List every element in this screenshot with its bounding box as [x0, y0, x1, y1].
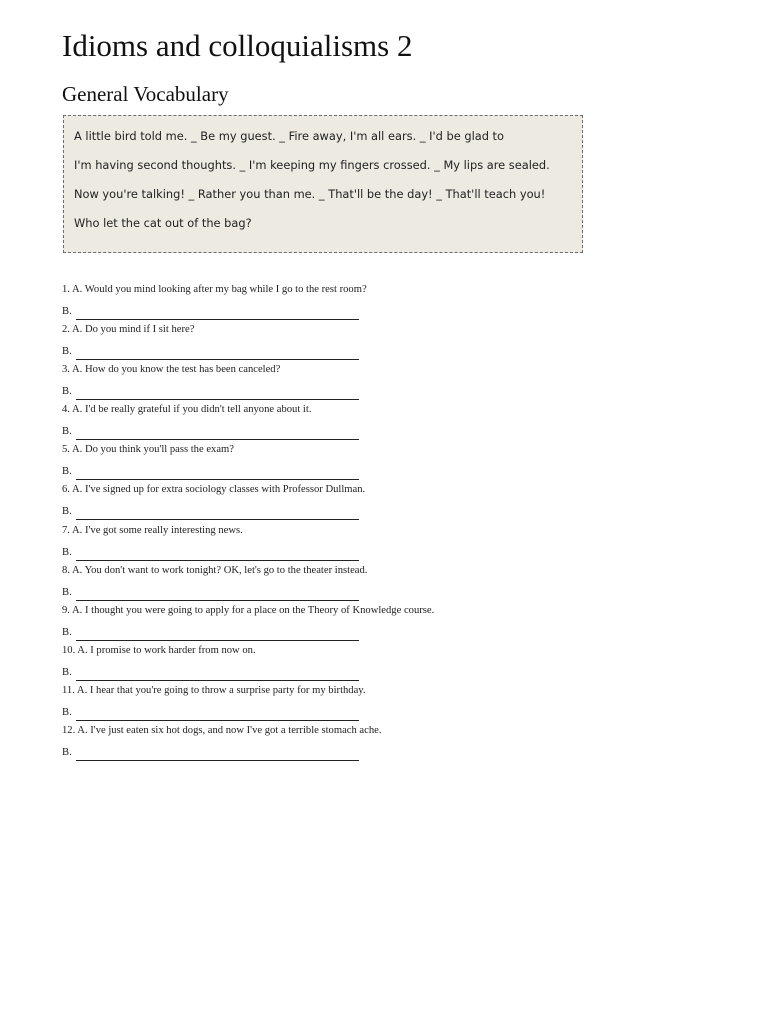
answer-row: [62, 742, 582, 761]
question-prompt: 6. A. I've signed up for extra sociology classes with Professor Dullman.: [62, 484, 366, 496]
question-item: [62, 723, 582, 763]
question-item: [62, 282, 582, 322]
answer-row: [62, 341, 582, 360]
question-prompt: 7. A. I've got some really interesting news.: [62, 524, 243, 536]
question-item: [62, 603, 582, 643]
answer-label: B.: [62, 747, 72, 759]
question-item: [62, 683, 582, 723]
answer-label: B.: [62, 626, 72, 638]
answer-blank[interactable]: [76, 308, 359, 320]
answer-row: [62, 421, 582, 440]
answer-label: B.: [62, 506, 72, 518]
answer-blank[interactable]: [76, 589, 359, 601]
answer-row: [62, 501, 582, 520]
answer-label: B.: [62, 586, 72, 598]
question-item: [62, 643, 582, 683]
answer-label: B.: [62, 666, 72, 678]
question-item: [62, 322, 582, 362]
answer-label: B.: [62, 306, 72, 317]
answer-row: [62, 381, 582, 400]
answer-blank[interactable]: [76, 348, 359, 360]
question-prompt: 1. A. Would you mind looking after my bag while I go to the rest room?: [62, 284, 367, 295]
answer-blank[interactable]: [76, 428, 359, 440]
question-prompt: 8. A. You don't want to work tonight? OK, let's go to the theater instead.: [62, 564, 368, 576]
answer-blank[interactable]: [76, 629, 359, 641]
question-item: [62, 362, 582, 402]
question-item: [62, 442, 582, 482]
question-prompt: 4. A. I'd be really grateful if you didn't tell anyone about it.: [62, 404, 312, 416]
answer-row: [62, 461, 582, 480]
question-item: [62, 402, 582, 442]
answer-blank[interactable]: [76, 468, 359, 480]
question-list: [62, 282, 582, 763]
answer-row: [62, 662, 582, 681]
vocabulary-line: Who let the cat out of the bag?: [74, 216, 252, 230]
answer-label: B.: [62, 546, 72, 558]
answer-blank[interactable]: [76, 709, 359, 721]
question-prompt: 3. A. How do you know the test has been canceled?: [62, 364, 281, 376]
question-item: [62, 523, 582, 563]
answer-label: B.: [62, 466, 72, 478]
question-prompt: 11. A. I hear that you're going to throw a surprise party for my birthday.: [62, 684, 366, 696]
section-subtitle: General Vocabulary: [62, 82, 229, 106]
answer-blank[interactable]: [76, 749, 359, 761]
question-prompt: 9. A. I thought you were going to apply for a place on the Theory of Knowledge course.: [62, 604, 435, 616]
page-title: Idioms and colloquialisms 2: [62, 28, 413, 63]
answer-blank[interactable]: [76, 388, 359, 400]
vocabulary-box: [63, 115, 583, 253]
answer-row: [62, 582, 582, 601]
answer-label: B.: [62, 346, 72, 358]
vocabulary-line: A little bird told me. _ Be my guest. _ Fire away, I'm all ears. _ I'd be glad to: [74, 129, 504, 143]
question-item: [62, 482, 582, 522]
answer-blank[interactable]: [76, 549, 359, 561]
question-prompt: 5. A. Do you think you'll pass the exam?: [62, 444, 234, 456]
answer-row: [62, 702, 582, 721]
question-prompt: 2. A. Do you mind if I sit here?: [62, 324, 195, 336]
vocabulary-line: I'm having second thoughts. _ I'm keeping my fingers crossed. _ My lips are sealed.: [74, 158, 550, 172]
answer-row: [62, 542, 582, 561]
answer-blank[interactable]: [76, 669, 359, 681]
vocabulary-line: Now you're talking! _ Rather you than me. _ That'll be the day! _ That'll teach you!: [74, 187, 546, 201]
answer-row: [62, 622, 582, 641]
question-prompt: 12. A. I've just eaten six hot dogs, and now I've got a terrible stomach ache.: [62, 725, 382, 737]
answer-label: B.: [62, 386, 72, 398]
answer-label: B.: [62, 426, 72, 438]
answer-label: B.: [62, 706, 72, 718]
answer-blank[interactable]: [76, 508, 359, 520]
question-item: [62, 563, 582, 603]
answer-row: [62, 301, 582, 320]
question-prompt: 10. A. I promise to work harder from now on.: [62, 644, 256, 656]
